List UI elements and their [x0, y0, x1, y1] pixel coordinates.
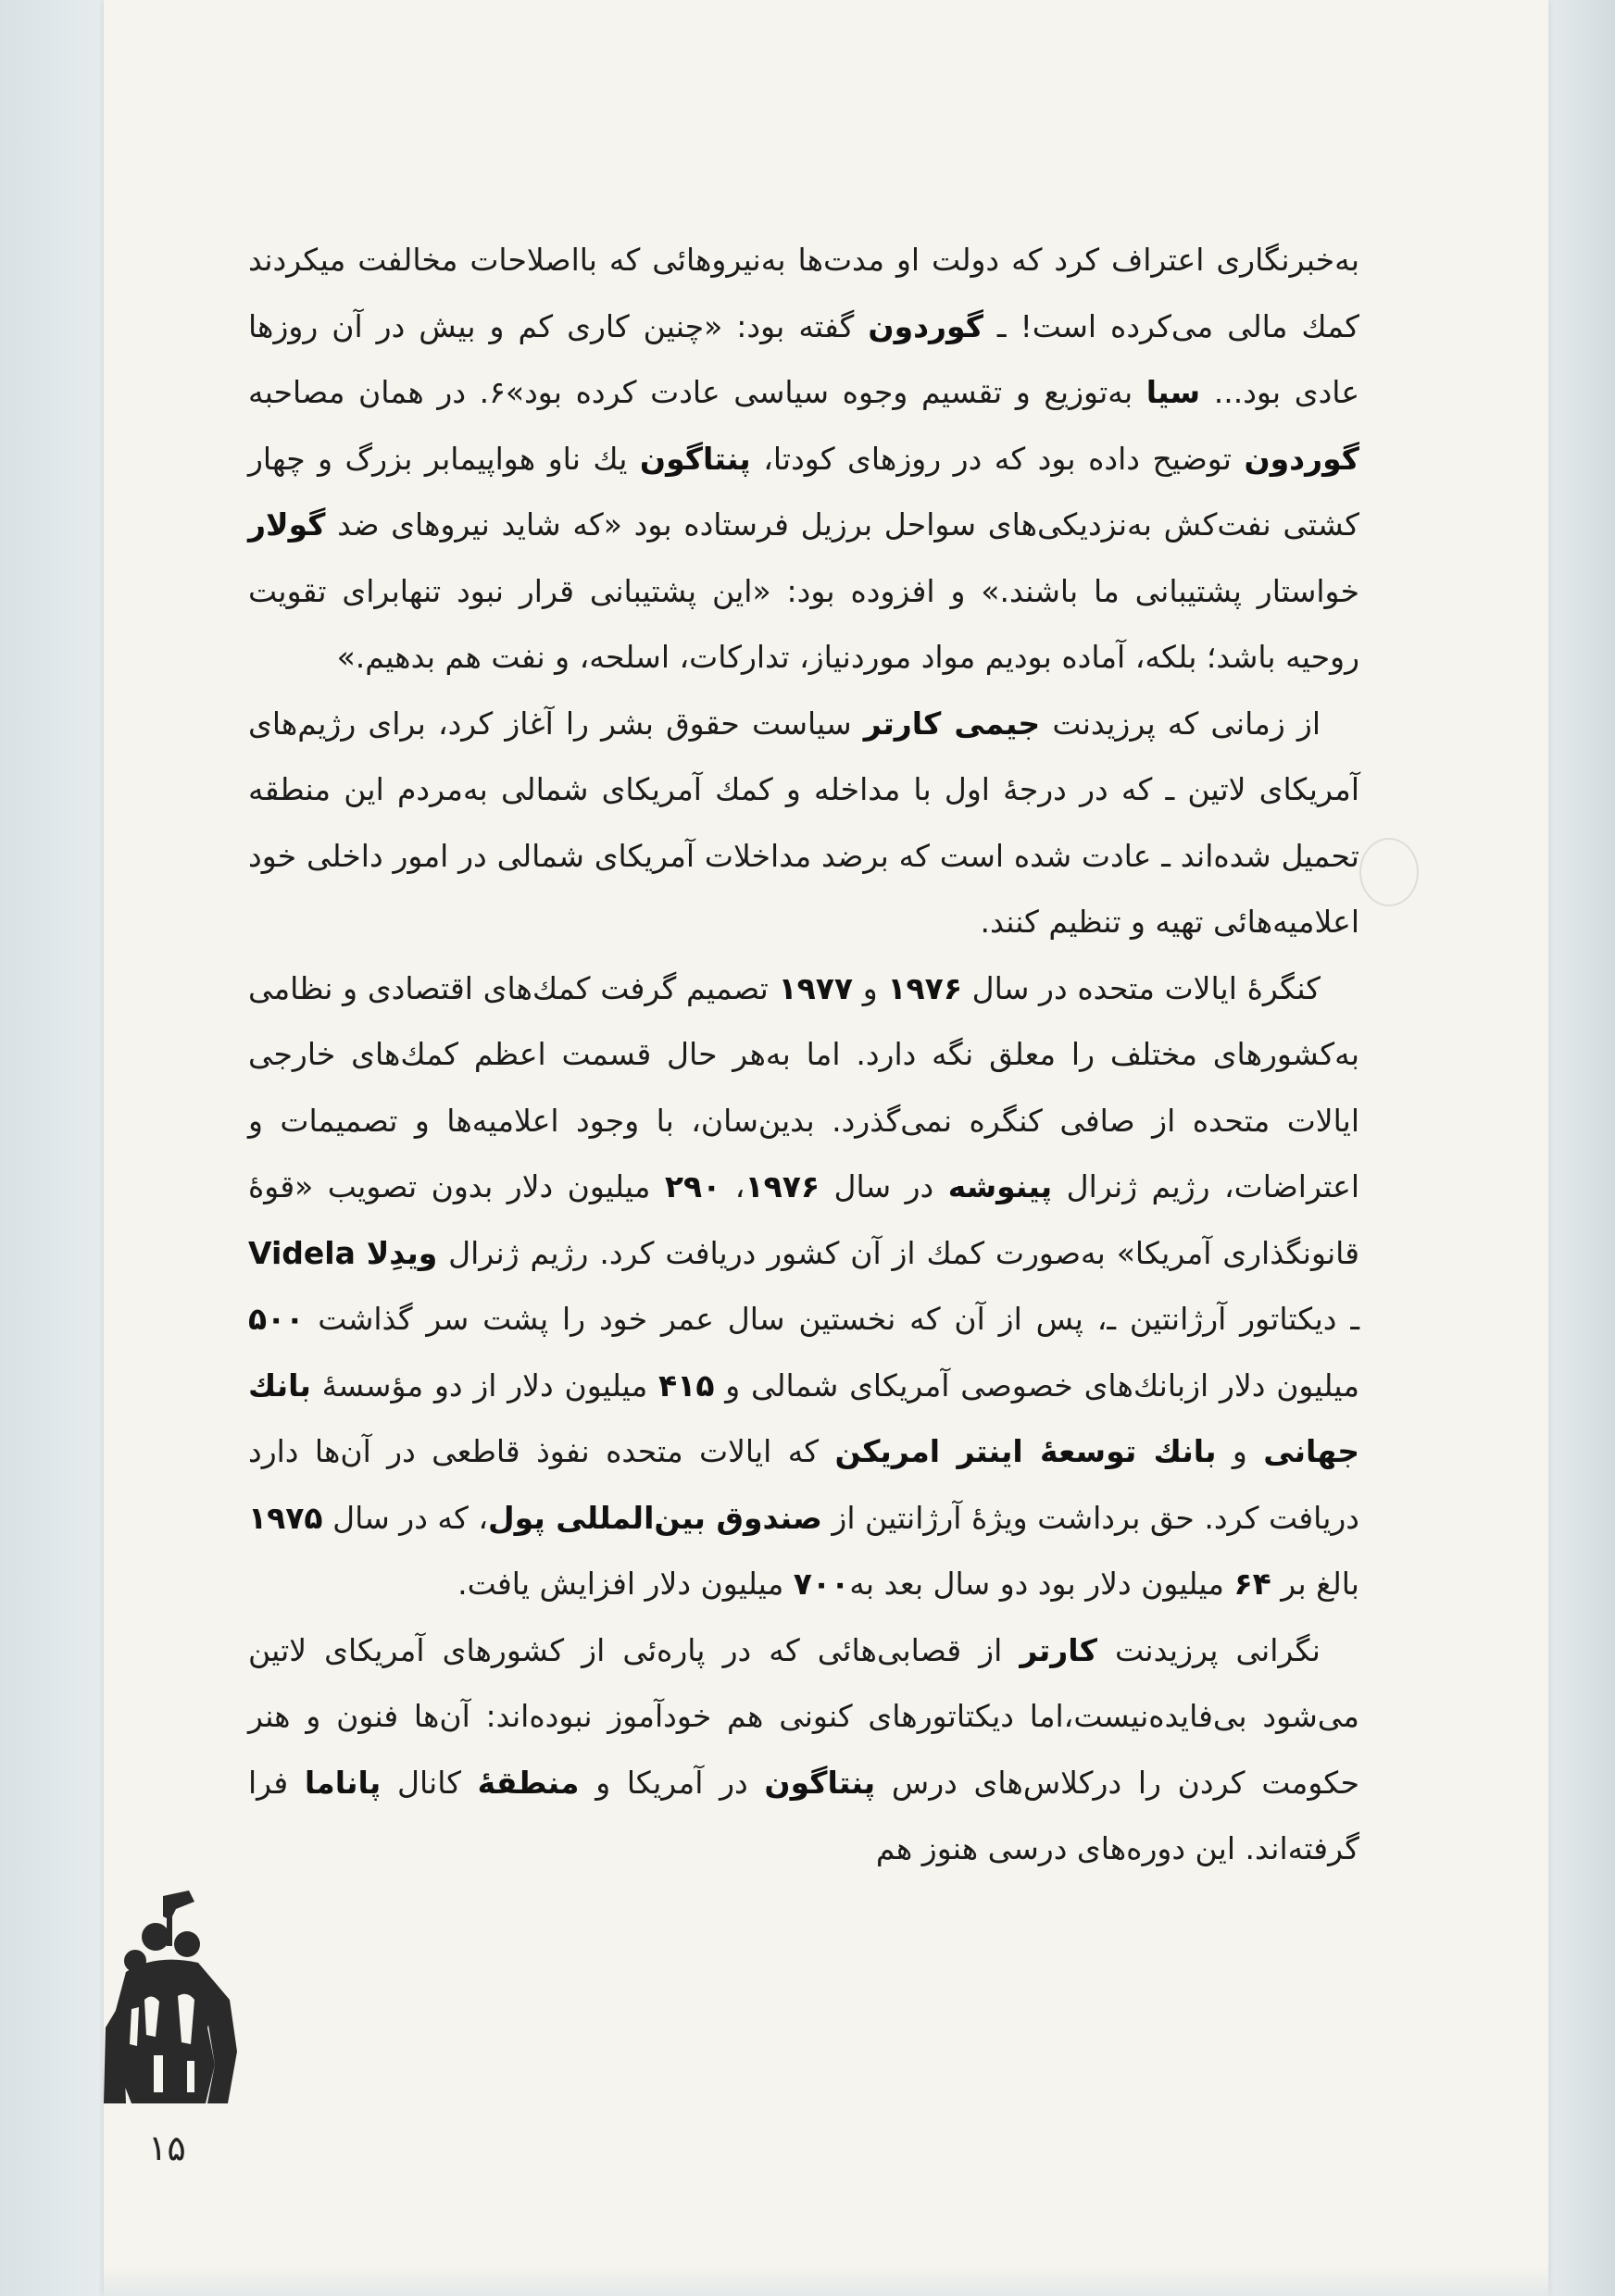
bold-term: ویدِلا [366, 1234, 438, 1271]
text-run: بالغ بر [1271, 1566, 1359, 1602]
bold-term: ۱۹۷۷ [778, 969, 854, 1006]
bold-term: ۴۱۵ [658, 1366, 715, 1404]
text-run: کانال [381, 1764, 478, 1801]
bold-term: پنتاگون [764, 1764, 876, 1801]
bold-term: گوردون [1244, 440, 1359, 477]
bold-term: صندوق بین‌المللی پول [488, 1499, 822, 1536]
text-run: میلیون دلار بدون تصویب «قوهٔ قانونگذاری آمریکا» به‌صورت کمك از آن کشور دریافت کرد. رژیم ژنرال [248, 1168, 1360, 1271]
bold-term: پنتاگون [639, 440, 751, 477]
bold-term: ۱۹۷۶ [745, 1168, 820, 1204]
text-run [356, 1235, 367, 1271]
page-number: ۱۵ [148, 2128, 186, 2168]
text-run: که ایالات متحده نفوذ قاطعی در آن‌ها دارد دریافت کرد. حق برداشت ویژهٔ آرژانتین از [248, 1433, 1360, 1536]
bold-term: منطقهٔ [477, 1764, 580, 1801]
bold-term: بانك توسعهٔ اینتر امریکن [834, 1433, 1217, 1469]
paragraph [248, 227, 1359, 691]
text-run: در سال [820, 1168, 948, 1204]
text-run: از زمانی که پرزیدنت [1040, 705, 1321, 742]
text-run: میلیون دلار افزایش یافت. [457, 1566, 794, 1602]
text-run: ، که در سال [322, 1499, 488, 1536]
text-run: نگرانی پرزیدنت [1096, 1631, 1321, 1668]
scan-background-right [1550, 0, 1615, 2296]
bold-term: سیا [1146, 374, 1201, 410]
paragraph [248, 691, 1359, 955]
bold-term: گولار [248, 506, 326, 543]
bold-term: پاناما [304, 1764, 382, 1801]
text-run: میلیون دلار از دو مؤسسهٔ [310, 1366, 659, 1404]
text-run: میلیون دلار ازبانك‌های خصوصی آمریکای شمالی و [714, 1366, 1359, 1404]
revolutionary-figures-emblem-icon [98, 1889, 246, 2111]
text-run: فرا گرفته‌اند. این دوره‌های درسی هنوز هم [248, 1764, 1359, 1866]
bold-term: جیمی کارتر [863, 705, 1041, 742]
text-run: توضیح داده بود که در روزهای کودتا، [750, 440, 1245, 477]
text-run: میلیون دلار بود دو سال بعد به [849, 1566, 1234, 1602]
text-run: تصمیم گرفت کمك‌های اقتصادی و نظامی به‌کشورهای مختلف را معلق نگه دارد. اما به‌هر حال قسمت اعظم کمك‌های خارجی ایالات متحده از صافی کنگره نمی‌گذرد. بدین‌سان، با وجود اعلامیه‌ها و تصمیمات و اعتراضات، رژیم ژنرال [248, 969, 1360, 1204]
text-run: در آمریکا و [579, 1764, 765, 1801]
text-run: و [853, 969, 888, 1006]
text-run: ـ دیکتاتور آرژانتین ـ، پس از آن که نخستین سال عمر خود را پشت سر گذاشت [304, 1301, 1359, 1337]
bold-term: گوردون [868, 307, 983, 344]
bold-term: کارتر [1020, 1631, 1097, 1668]
bold-term: بانك جهانی [248, 1366, 1359, 1469]
scan-background-left [0, 0, 102, 2296]
text-run: یك ناو هواپیمابر بزرگ و چهار کشتی نفت‌کش به‌نزدیکی‌های سواحل برزیل فرستاده بود «که شاید نیروهای ضد [248, 440, 1359, 543]
text-run: به‌خبرنگاری اعتراف کرد که دولت او مدت‌ها به‌نیروهائی که بااصلاحات مخالفت میکردند کمك مالی می‌کرده است! ـ [248, 242, 1360, 344]
text-run: سیاست حقوق بشر را آغاز کرد، برای رژیم‌های آمریکای لاتین ـ که در درجهٔ اول با مداخله و کمك آمریکای شمالی به‌مردم این منطقه تحمیل شده‌اند ـ عادت شده است که برضد مداخلات آمریکای شمالی در امور داخلی خود اعلامیه‌هائی تهیه و تنظیم کنند. [248, 705, 1359, 940]
text-run: خواستار پشتیبانی ما باشند.» و افزوده بود: «این پشتیبانی قرار نبود تنهابرای تقویت روحیه باشد؛ بلکه، آماده بودیم مواد موردنیاز، تدارکات، اسلحه، و نفت هم بدهیم.» [248, 572, 1359, 675]
text-run: از قصابی‌هائی که در پاره‌ئی از کشورهای آمریکای لاتین می‌شود بی‌فایده‌نیست،اما دیکتاتورهای کنونی هم خودآموز نبوده‌اند: آن‌ها فنون و هنر حکومت کردن را درکلاس‌های درس [248, 1631, 1359, 1801]
bold-term: ۱۹۷۵ [248, 1499, 323, 1536]
text-run: و [1216, 1433, 1264, 1469]
bleed-through-mark [1359, 838, 1419, 906]
text-run: کنگرهٔ ایالات متحده در سال [961, 969, 1321, 1006]
bold-term: ۲۹۰ [664, 1168, 721, 1204]
page-bottom-edge [104, 2266, 1548, 2296]
text-run: ، [720, 1168, 745, 1204]
bold-term: ۷۰۰ [793, 1566, 850, 1602]
bold-term: Videla [248, 1234, 356, 1271]
body-text [248, 227, 1359, 1882]
bold-term: ۵۰۰ [248, 1301, 305, 1337]
bold-term: ۱۹۷۶ [887, 969, 962, 1006]
bold-term: ۶۴ [1233, 1566, 1271, 1602]
text-run: به‌توزیع و تقسیم وجوه سیاسی عادت کرده بود»۶. در همان مصاحبه [248, 374, 1146, 410]
bold-term: پینوشه [947, 1168, 1053, 1204]
paragraph [248, 1617, 1359, 1882]
text-run: گفته بود: «چنین کاری کم و بیش در آن روزها عادی بود... [248, 307, 1360, 410]
paragraph [248, 955, 1359, 1617]
